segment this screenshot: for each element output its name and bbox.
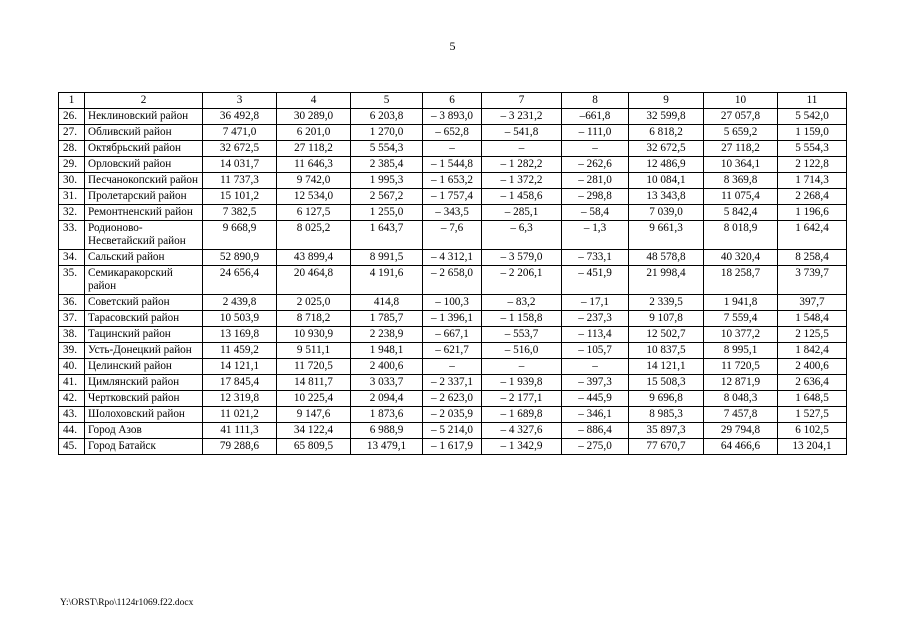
value-cell: 11 720,5 [277, 359, 351, 375]
value-cell: 11 720,5 [704, 359, 778, 375]
value-cell: 5 659,2 [704, 125, 778, 141]
value-cell: – [562, 359, 629, 375]
value-cell: 52 890,9 [203, 250, 277, 266]
value-cell: 2 339,5 [629, 295, 704, 311]
district-name-cell: Орловский район [85, 157, 203, 173]
value-cell: 2 439,8 [203, 295, 277, 311]
value-cell: – 285,1 [482, 205, 562, 221]
value-cell: – 1 544,8 [423, 157, 482, 173]
district-name-cell: Целинский район [85, 359, 203, 375]
value-cell: 17 845,4 [203, 375, 277, 391]
data-table [58, 92, 847, 455]
value-cell: 34 122,4 [277, 423, 351, 439]
table-row [59, 407, 847, 423]
value-cell: 2 094,4 [351, 391, 423, 407]
row-number-cell: 26. [59, 109, 85, 125]
value-cell: – 652,8 [423, 125, 482, 141]
value-cell: 9 147,6 [277, 407, 351, 423]
value-cell: 1 270,0 [351, 125, 423, 141]
value-cell: – 2 177,1 [482, 391, 562, 407]
table-row [59, 141, 847, 157]
value-cell: 2 400,6 [778, 359, 847, 375]
value-cell: – 1 617,9 [423, 439, 482, 455]
column-header: 10 [704, 93, 778, 109]
table-row [59, 439, 847, 455]
value-cell: 48 578,8 [629, 250, 704, 266]
row-number-cell: 43. [59, 407, 85, 423]
column-header: 9 [629, 93, 704, 109]
value-cell: – 58,4 [562, 205, 629, 221]
value-cell: – [482, 141, 562, 157]
value-cell: 1 785,7 [351, 311, 423, 327]
value-cell: 41 111,3 [203, 423, 277, 439]
value-cell: 2 122,8 [778, 157, 847, 173]
value-cell: 2 400,6 [351, 359, 423, 375]
value-cell: 397,7 [778, 295, 847, 311]
row-number-cell: 32. [59, 205, 85, 221]
value-cell: 7 559,4 [704, 311, 778, 327]
column-header: 3 [203, 93, 277, 109]
value-cell: 2 238,9 [351, 327, 423, 343]
value-cell: 1 196,6 [778, 205, 847, 221]
table-row [59, 221, 847, 250]
value-cell: 36 492,8 [203, 109, 277, 125]
value-cell: 7 039,0 [629, 205, 704, 221]
value-cell: 11 646,3 [277, 157, 351, 173]
value-cell: – 451,9 [562, 266, 629, 295]
value-cell: 6 201,0 [277, 125, 351, 141]
row-number-cell: 38. [59, 327, 85, 343]
value-cell: – 553,7 [482, 327, 562, 343]
value-cell: – 733,1 [562, 250, 629, 266]
value-cell: 3 033,7 [351, 375, 423, 391]
value-cell: – 1 653,2 [423, 173, 482, 189]
value-cell: – 262,6 [562, 157, 629, 173]
row-number-cell: 31. [59, 189, 85, 205]
value-cell: – 2 658,0 [423, 266, 482, 295]
value-cell: 2 125,5 [778, 327, 847, 343]
value-cell: 40 320,4 [704, 250, 778, 266]
value-cell: 6 988,9 [351, 423, 423, 439]
table-row [59, 205, 847, 221]
value-cell: 65 809,5 [277, 439, 351, 455]
value-cell: – 2 337,1 [423, 375, 482, 391]
value-cell: – 2 623,0 [423, 391, 482, 407]
value-cell: 13 204,1 [778, 439, 847, 455]
value-cell: – 105,7 [562, 343, 629, 359]
value-cell: 9 661,3 [629, 221, 704, 250]
district-name-cell: Пролетарский район [85, 189, 203, 205]
column-header: 4 [277, 93, 351, 109]
value-cell: 1 159,0 [778, 125, 847, 141]
value-cell: 10 084,1 [629, 173, 704, 189]
row-number-cell: 34. [59, 250, 85, 266]
table-row [59, 189, 847, 205]
value-cell: – 83,2 [482, 295, 562, 311]
value-cell: 8 991,5 [351, 250, 423, 266]
value-cell: 11 021,2 [203, 407, 277, 423]
value-cell: 14 031,7 [203, 157, 277, 173]
value-cell: 5 554,3 [778, 141, 847, 157]
value-cell: 9 107,8 [629, 311, 704, 327]
value-cell: – 4 327,6 [482, 423, 562, 439]
table-row [59, 109, 847, 125]
value-cell: 1 255,0 [351, 205, 423, 221]
row-number-cell: 35. [59, 266, 85, 295]
value-cell: 3 739,7 [778, 266, 847, 295]
column-header: 11 [778, 93, 847, 109]
table-row [59, 173, 847, 189]
value-cell: – 1 689,8 [482, 407, 562, 423]
value-cell: 414,8 [351, 295, 423, 311]
page-number: 5 [449, 39, 456, 53]
table-row [59, 311, 847, 327]
value-cell: – 1 396,1 [423, 311, 482, 327]
value-cell: – 1 372,2 [482, 173, 562, 189]
district-name-cell: Усть-Донецкий район [85, 343, 203, 359]
value-cell: 27 118,2 [704, 141, 778, 157]
value-cell: 8 048,3 [704, 391, 778, 407]
row-number-cell: 39. [59, 343, 85, 359]
value-cell: – 1 757,4 [423, 189, 482, 205]
value-cell: – 1 939,8 [482, 375, 562, 391]
value-cell: 10 837,5 [629, 343, 704, 359]
value-cell: 7 457,8 [704, 407, 778, 423]
value-cell: 13 343,8 [629, 189, 704, 205]
value-cell: – 541,8 [482, 125, 562, 141]
district-name-cell: Цимлянский район [85, 375, 203, 391]
value-cell: – 1,3 [562, 221, 629, 250]
table-body [59, 109, 847, 455]
value-cell: 5 554,3 [351, 141, 423, 157]
value-cell: 8 018,9 [704, 221, 778, 250]
value-cell: – 621,7 [423, 343, 482, 359]
value-cell: 1 527,5 [778, 407, 847, 423]
value-cell: 24 656,4 [203, 266, 277, 295]
value-cell: – 281,0 [562, 173, 629, 189]
value-cell: 11 737,3 [203, 173, 277, 189]
table-row [59, 375, 847, 391]
value-cell: 6 102,5 [778, 423, 847, 439]
table-row [59, 391, 847, 407]
district-name-cell: Песчанокопский район [85, 173, 203, 189]
value-cell: 12 502,7 [629, 327, 704, 343]
value-cell: 29 794,8 [704, 423, 778, 439]
value-cell: – 298,8 [562, 189, 629, 205]
value-cell: 6 127,5 [277, 205, 351, 221]
value-cell: 8 025,2 [277, 221, 351, 250]
value-cell: – 1 342,9 [482, 439, 562, 455]
value-cell: 9 668,9 [203, 221, 277, 250]
value-cell: 5 542,0 [778, 109, 847, 125]
district-name-cell: Чертковский район [85, 391, 203, 407]
table-row [59, 343, 847, 359]
value-cell: – 516,0 [482, 343, 562, 359]
value-cell: 77 670,7 [629, 439, 704, 455]
value-cell: 35 897,3 [629, 423, 704, 439]
value-cell: 11 459,2 [203, 343, 277, 359]
value-cell: 8 369,8 [704, 173, 778, 189]
value-cell: 32 672,5 [629, 141, 704, 157]
value-cell: 32 599,8 [629, 109, 704, 125]
table-row [59, 250, 847, 266]
value-cell: 1 941,8 [704, 295, 778, 311]
column-header: 8 [562, 93, 629, 109]
table-row [59, 327, 847, 343]
table-row [59, 266, 847, 295]
value-cell: 12 534,0 [277, 189, 351, 205]
value-cell: 1 714,3 [778, 173, 847, 189]
value-cell: 2 385,4 [351, 157, 423, 173]
value-cell: 8 985,3 [629, 407, 704, 423]
table-row [59, 359, 847, 375]
district-name-cell: Сальский район [85, 250, 203, 266]
value-cell: 6 818,2 [629, 125, 704, 141]
value-cell: – 100,3 [423, 295, 482, 311]
value-cell: – 6,3 [482, 221, 562, 250]
value-cell: – 2 206,1 [482, 266, 562, 295]
value-cell: 1 948,1 [351, 343, 423, 359]
value-cell: 1 642,4 [778, 221, 847, 250]
value-cell: – 343,5 [423, 205, 482, 221]
column-header: 6 [423, 93, 482, 109]
value-cell: 15 508,3 [629, 375, 704, 391]
value-cell: 4 191,6 [351, 266, 423, 295]
district-name-cell: Октябрьский район [85, 141, 203, 157]
row-number-cell: 28. [59, 141, 85, 157]
district-name-cell: Город Азов [85, 423, 203, 439]
table-row [59, 157, 847, 173]
value-cell: – 1 158,8 [482, 311, 562, 327]
value-cell: 27 057,8 [704, 109, 778, 125]
value-cell: – 886,4 [562, 423, 629, 439]
row-number-cell: 37. [59, 311, 85, 327]
row-number-cell: 29. [59, 157, 85, 173]
value-cell: 12 319,8 [203, 391, 277, 407]
file-path-footer: Y:\ORST\Rpo\1124r1069.f22.docx [60, 598, 194, 608]
value-cell: – 2 035,9 [423, 407, 482, 423]
value-cell: 30 289,0 [277, 109, 351, 125]
value-cell: 2 567,2 [351, 189, 423, 205]
table-row [59, 423, 847, 439]
value-cell: 13 169,8 [203, 327, 277, 343]
value-cell: 2 636,4 [778, 375, 847, 391]
value-cell: 10 377,2 [704, 327, 778, 343]
district-name-cell: Обливский район [85, 125, 203, 141]
value-cell: 10 364,1 [704, 157, 778, 173]
district-name-cell: Советский район [85, 295, 203, 311]
header-row [59, 93, 847, 109]
value-cell: – 5 214,0 [423, 423, 482, 439]
row-number-cell: 30. [59, 173, 85, 189]
row-number-cell: 44. [59, 423, 85, 439]
value-cell: 5 842,4 [704, 205, 778, 221]
value-cell: 12 871,9 [704, 375, 778, 391]
value-cell: 79 288,6 [203, 439, 277, 455]
table-row [59, 295, 847, 311]
value-cell: 18 258,7 [704, 266, 778, 295]
row-number-cell: 27. [59, 125, 85, 141]
value-cell: 8 258,4 [778, 250, 847, 266]
row-number-cell: 42. [59, 391, 85, 407]
district-name-cell: Шолоховский район [85, 407, 203, 423]
value-cell: 32 672,5 [203, 141, 277, 157]
value-cell: 13 479,1 [351, 439, 423, 455]
value-cell: 2 268,4 [778, 189, 847, 205]
value-cell: 10 930,9 [277, 327, 351, 343]
value-cell: – 3 893,0 [423, 109, 482, 125]
value-cell: – 1 458,6 [482, 189, 562, 205]
value-cell: 6 203,8 [351, 109, 423, 125]
value-cell: 14 121,1 [203, 359, 277, 375]
value-cell: – 4 312,1 [423, 250, 482, 266]
value-cell: 1 648,5 [778, 391, 847, 407]
row-number-cell: 45. [59, 439, 85, 455]
column-header: 5 [351, 93, 423, 109]
value-cell: – 445,9 [562, 391, 629, 407]
value-cell: 14 121,1 [629, 359, 704, 375]
value-cell: – [423, 359, 482, 375]
value-cell: 20 464,8 [277, 266, 351, 295]
value-cell: 9 696,8 [629, 391, 704, 407]
district-name-cell: Неклиновский район [85, 109, 203, 125]
value-cell: 2 025,0 [277, 295, 351, 311]
value-cell: 15 101,2 [203, 189, 277, 205]
value-cell: – 113,4 [562, 327, 629, 343]
value-cell: – 275,0 [562, 439, 629, 455]
district-name-cell: Родионово-Несветайский район [85, 221, 203, 250]
value-cell: 1 842,4 [778, 343, 847, 359]
value-cell: 9 742,0 [277, 173, 351, 189]
value-cell: 10 503,9 [203, 311, 277, 327]
value-cell: 1 643,7 [351, 221, 423, 250]
value-cell: 12 486,9 [629, 157, 704, 173]
value-cell: 9 511,1 [277, 343, 351, 359]
value-cell: 21 998,4 [629, 266, 704, 295]
column-header: 1 [59, 93, 85, 109]
value-cell: – 346,1 [562, 407, 629, 423]
value-cell: – [423, 141, 482, 157]
column-header: 2 [85, 93, 203, 109]
value-cell: – 3 579,0 [482, 250, 562, 266]
value-cell: 7 471,0 [203, 125, 277, 141]
value-cell: 1 995,3 [351, 173, 423, 189]
district-name-cell: Тарасовский район [85, 311, 203, 327]
value-cell: – 1 282,2 [482, 157, 562, 173]
value-cell: – 3 231,2 [482, 109, 562, 125]
table-row [59, 125, 847, 141]
district-name-cell: Ремонтненский район [85, 205, 203, 221]
row-number-cell: 40. [59, 359, 85, 375]
value-cell: 64 466,6 [704, 439, 778, 455]
value-cell: – 17,1 [562, 295, 629, 311]
value-cell: 27 118,2 [277, 141, 351, 157]
value-cell: 8 718,2 [277, 311, 351, 327]
district-name-cell: Город Батайск [85, 439, 203, 455]
value-cell: –661,8 [562, 109, 629, 125]
column-header: 7 [482, 93, 562, 109]
value-cell: 1 548,4 [778, 311, 847, 327]
value-cell: 1 873,6 [351, 407, 423, 423]
row-number-cell: 41. [59, 375, 85, 391]
value-cell: 8 995,1 [704, 343, 778, 359]
row-number-cell: 33. [59, 221, 85, 250]
value-cell: – 667,1 [423, 327, 482, 343]
value-cell: 14 811,7 [277, 375, 351, 391]
value-cell: – [562, 141, 629, 157]
value-cell: – 111,0 [562, 125, 629, 141]
value-cell: – 237,3 [562, 311, 629, 327]
value-cell: 10 225,4 [277, 391, 351, 407]
district-name-cell: Семикаракорский район [85, 266, 203, 295]
district-name-cell: Тацинский район [85, 327, 203, 343]
value-cell: – 7,6 [423, 221, 482, 250]
value-cell: 43 899,4 [277, 250, 351, 266]
value-cell: 7 382,5 [203, 205, 277, 221]
value-cell: – [482, 359, 562, 375]
value-cell: – 397,3 [562, 375, 629, 391]
row-number-cell: 36. [59, 295, 85, 311]
value-cell: 11 075,4 [704, 189, 778, 205]
